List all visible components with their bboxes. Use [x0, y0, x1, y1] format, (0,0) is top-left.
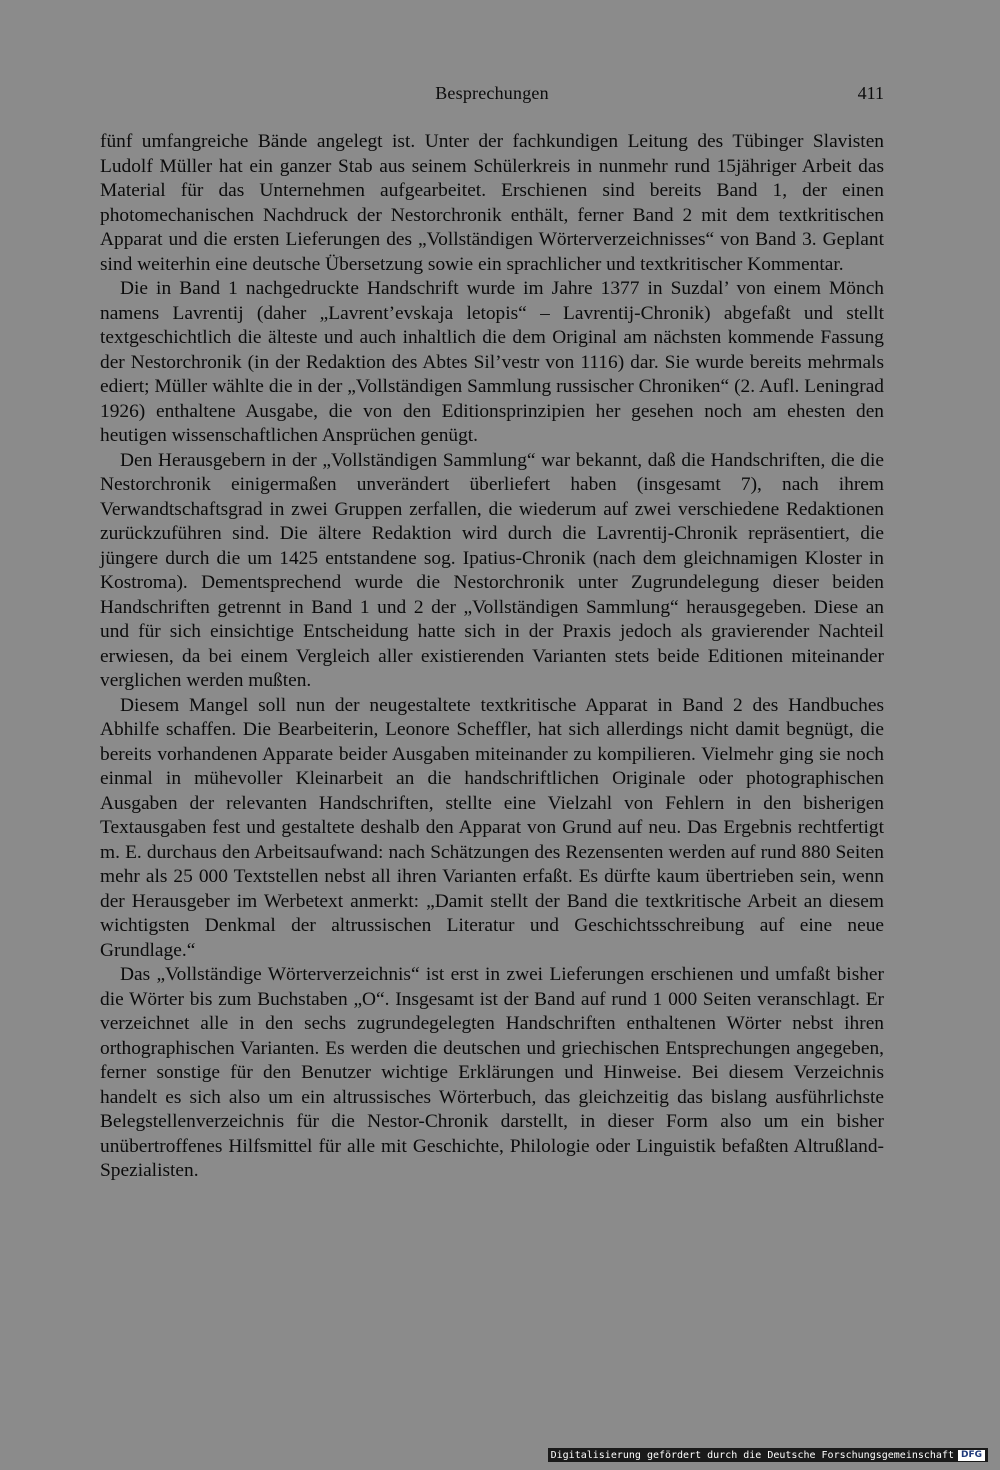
running-head [100, 83, 884, 111]
body-text [100, 130, 884, 1184]
paragraph-5: Das „Vollständige Wörterverzeichnis“ ist erst in zwei Lieferungen erschienen und umfaßt bisher die Wörter bis zum Buchstaben „O“. Insgesamt ist der Band auf rund 1 000 Seiten veranschlagt. Er verzeichnet alle in den sechs zugrundegelegten Handschriften enthaltenen Wörter nebst ihren orthographischen Varianten. Es werden die deutschen und griechischen Entsprechungen angegeben, ferner sonstige für den Benutzer wichtige Erklärungen und Hinweise. Bei diesem Verzeichnis handelt es sich also um ein altrussisches Wörterbuch, das gleichzeitig das bislang ausführlichste Belegstellenverzeichnis für die Nestor-Chronik darstellt, in dieser Form also um ein bisher unübertroffenes Hilfsmittel für alle mit Geschichte, Philologie oder Linguistik befaßten Altrußland-Spezialisten. [100, 964, 884, 1181]
paragraph-3: Den Herausgebern in der „Vollständigen Sammlung“ war bekannt, daß die Handschriften, die die Nestorchronik einigermaßen unverändert überliefert haben (insgesamt 7), nach ihrem Verwandtschaftsgrad in zwei Gruppen zerfallen, die wiederum auf zwei verschiedene Redaktionen zurückzuführen sind. Die ältere Redaktion wird durch die Lavrentij-Chronik repräsentiert, die jüngere durch die um 1425 entstandene sog. Ipatius-Chronik (nach dem gleichnamigen Kloster in Kostroma). Dementsprechend wurde die Nestorchronik unter Zugrundelegung dieser beiden Handschriften getrennt in Band 1 und 2 der „Vollständigen Sammlung“ herausgegeben. Diese an und für sich einsichtige Entscheidung hatte sich in der Praxis jedoch als gravierender Nachteil erwiesen, da bei einem Vergleich aller existierenden Varianten stets beide Editionen miteinander verglichen werden mußten. [100, 449, 884, 691]
paragraph-2: Die in Band 1 nachgedruckte Handschrift wurde im Jahre 1377 in Suzdal’ von einem Mönch namens Lavrentij (daher „Lavrent’evskaja letopis“ – Lavrentij-Chronik) abgefaßt und stellt textgeschichtlich die älteste und auch inhaltlich die dem Original am nächsten kommende Fassung der Nestorchronik (in der Redaktion des Abtes Sil’vestr von 1116) dar. Sie wurde bereits mehrmals ediert; Müller wählte die in der „Vollständigen Sammlung russischer Chroniken“ (2. Aufl. Leningrad 1926) enthaltene Ausgabe, die von den Editionsprinzipien her gesehen noch am ehesten den heutigen wissenschaftlichen Ansprüchen genügt. [100, 278, 884, 446]
paragraph-4: Diesem Mangel soll nun der neugestaltete textkritische Apparat in Band 2 des Handbuches Abhilfe schaffen. Die Bearbeiterin, Leonore Scheffler, hat sich allerdings nicht damit begnügt, die bereits vorhandenen Apparate beider Ausgaben miteinander zu kompilieren. Vielmehr ging sie noch einmal in mühevoller Kleinarbeit an die handschriftlichen Originale oder photographischen Ausgaben der relevanten Handschriften, stellte eine Vielzahl von Fehlern in den bisherigen Textausgaben fest und gestaltete deshalb den Apparat von Grund auf neu. Das Ergebnis rechtfertigt m. E. durchaus den Arbeitsaufwand: nach Schätzungen des Rezensenten werden auf rund 880 Seiten mehr als 25 000 Textstellen nebst all ihren Varianten erfaßt. Es dürfte kaum übertrieben sein, wenn der Herausgeber im Werbetext anmerkt: „Damit stellt der Band die textkritische Arbeit an diesem wichtigsten Denkmal der altrussischen Literatur und Geschichtsschreibung auf eine neue Grundlage.“ [100, 694, 884, 961]
funding-note: Digitalisierung gefördert durch die Deutsche Forschungsgemeinschaft [550, 1449, 954, 1461]
page-number: 411 [857, 83, 884, 103]
dfg-logo-icon: DFG [958, 1450, 985, 1461]
running-title: Besprechungen [435, 83, 549, 103]
paragraph-1: fünf umfangreiche Bände angelegt ist. Unter der fachkundigen Leitung des Tübinger Slavisten Ludolf Müller hat ein ganzer Stab aus seinem Schülerkreis in nunmehr rund 15jähriger Arbeit das Material für das Unternehmen aufgearbeitet. Erschienen sind bereits Band 1, der einen photomechanischen Nachdruck der Nestorchronik enthält, ferner Band 2 mit dem textkritischen Apparat und die ersten Lieferungen des „Vollständigen Wörterverzeichnisses“ von Band 3. Geplant sind weiterhin eine deutsche Übersetzung sowie ein sprachlicher und textkritischer Kommentar. [100, 131, 884, 275]
digitization-footer [548, 1448, 988, 1462]
